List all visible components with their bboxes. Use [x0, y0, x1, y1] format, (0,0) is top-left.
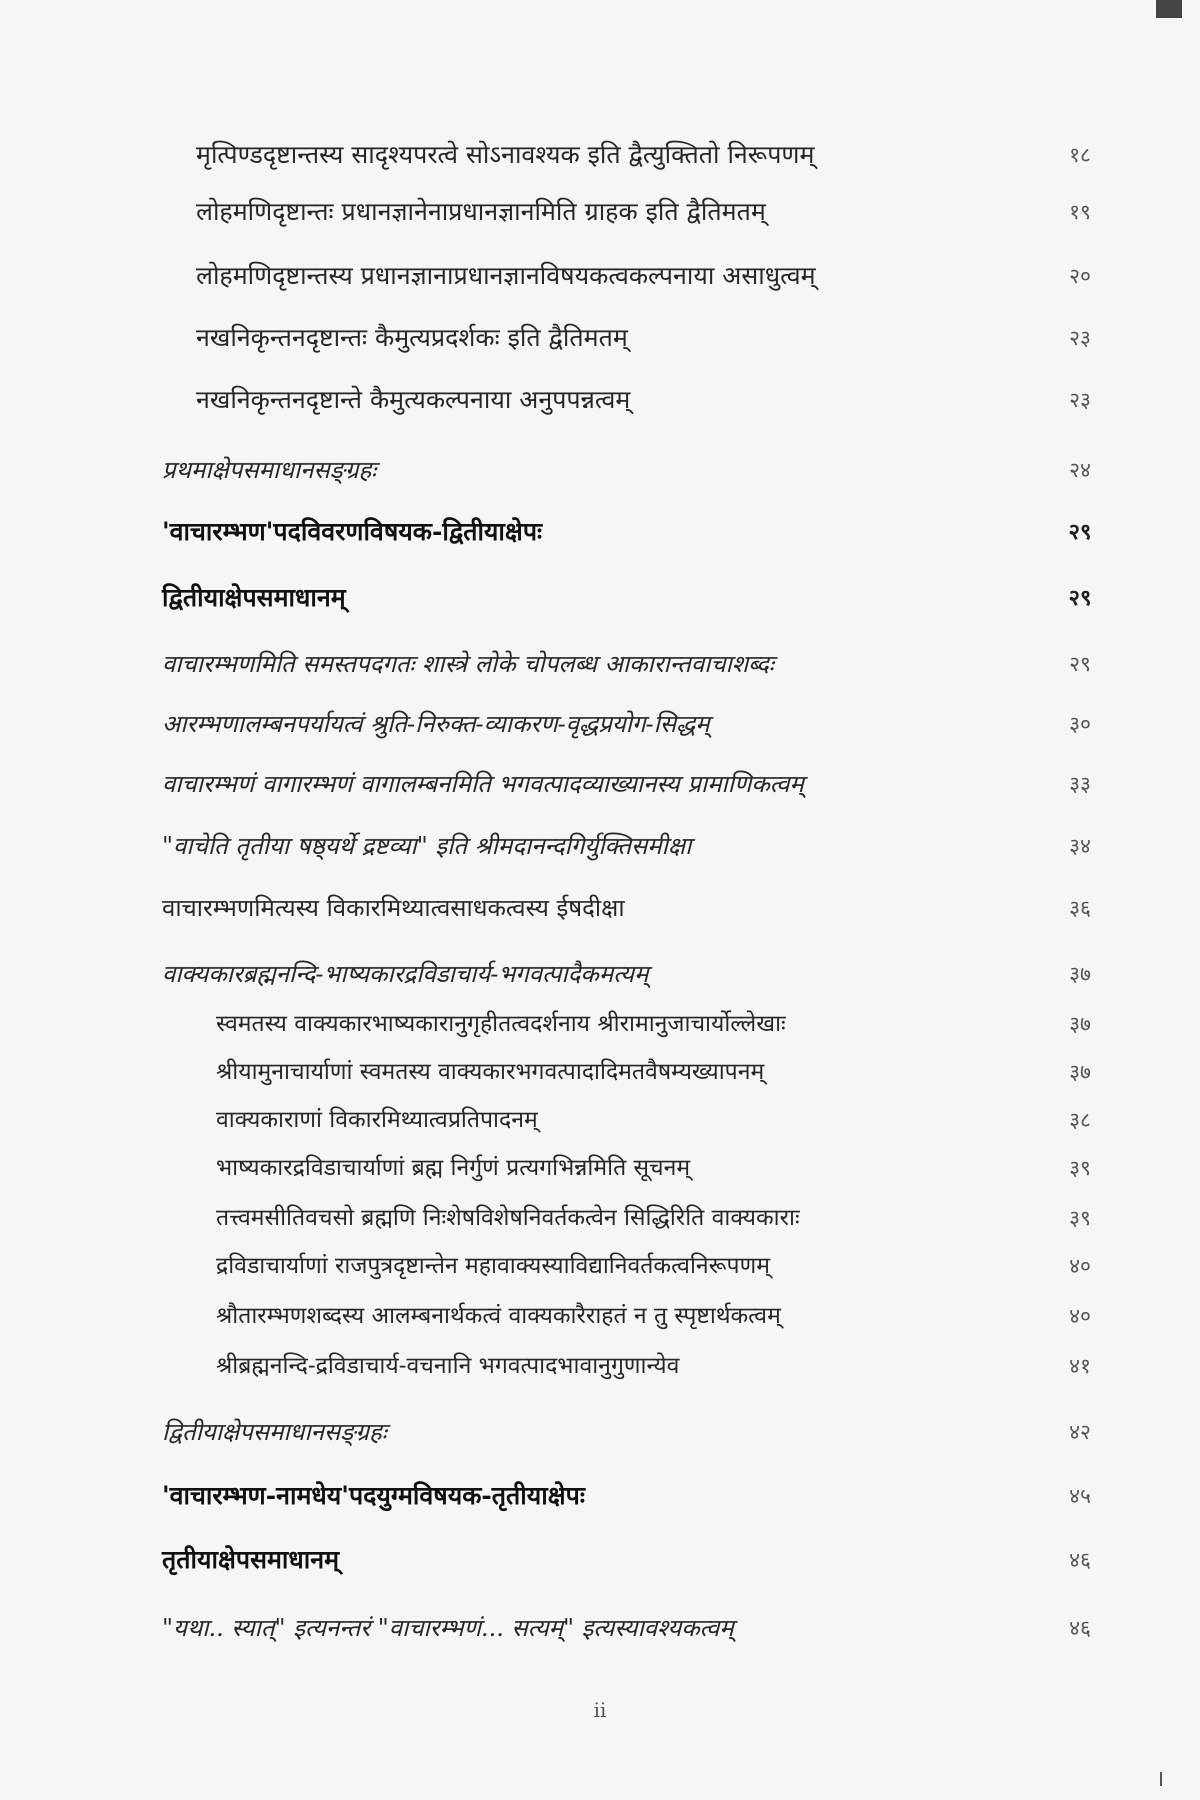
toc-entry-title: भाष्यकारद्रविडाचार्याणां ब्रह्म निर्गुणं प्रत्यगभिन्नमिति सूचनम् — [216, 1155, 691, 1181]
toc-entry — [0, 642, 1200, 686]
toc-entry-page: ३० — [1069, 712, 1091, 736]
toc-subentry — [0, 1244, 1200, 1288]
toc-entry-title: आरम्भणालम्बनपर्यायत्वं श्रुति-निरुक्त-व्याकरण-वृद्धप्रयोग-सिद्धम् — [162, 710, 710, 738]
toc-entry-page: ३६ — [1069, 896, 1091, 920]
toc-entry — [0, 1410, 1200, 1454]
toc-entry-title: द्वितीयाक्षेपसमाधानसङ्ग्रहः — [162, 1418, 387, 1446]
toc-entry-title: प्रथमाक्षेपसमाधानसङ्ग्रहः — [162, 456, 377, 484]
toc-entry — [0, 952, 1200, 996]
toc-entry-title: मृत्पिण्डदृष्टान्तस्य सादृश्यपरत्वे सोऽनावश्यक इति द्वैत्युक्तितो निरूपणम् — [196, 140, 815, 169]
toc-section-heading — [0, 1474, 1200, 1518]
toc-entry-page: ३७ — [1069, 1012, 1091, 1036]
toc-entry-title: तृतीयाक्षेपसमाधानम् — [162, 1545, 340, 1574]
toc-entry-title: नखनिकृन्तनदृष्टान्ते कैमुत्यकल्पनाया अनुपपन्नत्वम् — [196, 385, 631, 414]
toc-entry-title: द्रविडाचार्याणां राजपुत्रदृष्टान्तेन महावाक्यस्याविद्यानिवर्तकत्वनिरूपणम् — [216, 1253, 770, 1279]
toc-entry-page: ४० — [1069, 1304, 1091, 1328]
toc-entry-title: श्रौतारम्भणशब्दस्य आलम्बनार्थकत्वं वाक्यकारैराहतं न तु स्पृष्टार्थकत्वम् — [216, 1303, 781, 1329]
toc-entry-page: ३९ — [1069, 1206, 1091, 1230]
toc-entry-title: वाचारम्भणमित्यस्य विकारमिथ्यात्वसाधकत्वस्य ईषदीक्षा — [162, 894, 625, 922]
toc-entry — [0, 378, 1200, 422]
toc-entry-page: २९ — [1068, 519, 1092, 545]
toc-entry — [0, 762, 1200, 806]
page-folio: ii — [593, 1698, 607, 1722]
toc-entry-page: २४ — [1069, 458, 1091, 482]
toc-entry-title: श्रीब्रह्मनन्दि-द्रविडाचार्य-वचनानि भगवत्पादभावानुगुणान्येव — [216, 1353, 680, 1379]
toc-entry — [0, 702, 1200, 746]
toc-entry-title: वाक्यकारब्रह्मनन्दि-भाष्यकारद्रविडाचार्य-भगवत्पादैकमत्यम् — [162, 960, 649, 988]
toc-entry-title: लोहमणिदृष्टान्तस्य प्रधानज्ञानाप्रधानज्ञानविषयकत्वकल्पनाया असाधुत्वम् — [196, 261, 816, 290]
toc-entry — [0, 824, 1200, 868]
toc-entry — [0, 316, 1200, 360]
toc-entry-title: 'वाचारम्भण'पदविवरणविषयक-द्वितीयाक्षेपः — [162, 517, 543, 546]
toc-entry-title: "यथा.. स्यात्" इत्यनन्तरं "वाचारम्भणं... सत्यम्" इत्यस्यावश्यकत्वम् — [162, 1614, 734, 1642]
toc-entry-page: १९ — [1069, 200, 1091, 224]
toc-section-heading — [0, 576, 1200, 620]
toc-entry-title: लोहमणिदृष्टान्तः प्रधानज्ञानेनाप्रधानज्ञानमिति ग्राहक इति द्वैतिमतम् — [196, 197, 766, 226]
toc-entry-title: वाक्यकाराणां विकारमिथ्यात्वप्रतिपादनम् — [216, 1107, 538, 1133]
toc-subentry — [0, 1344, 1200, 1388]
toc-entry-title: द्वितीयाक्षेपसमाधानम् — [162, 583, 346, 612]
toc-subentry — [0, 1002, 1200, 1046]
toc-entry-title: वाचारम्भणमिति समस्तपदगतः शास्त्रे लोके चोपलब्ध आकारान्तवाचाशब्दः — [162, 650, 774, 678]
toc-subentry — [0, 1196, 1200, 1240]
toc-entry-title: तत्त्वमसीतिवचसो ब्रह्मणि निःशेषविशेषनिवर्तकत्वेन सिद्धिरिति वाक्यकाराः — [216, 1205, 800, 1231]
toc-entry-page: २९ — [1069, 652, 1091, 676]
toc-entry-title: वाचारम्भणं वागारम्भणं वागालम्बनमिति भगवत्पादव्याख्यानस्य प्रामाणिकत्वम् — [162, 770, 804, 798]
toc-entry-page: १८ — [1069, 143, 1091, 167]
toc-entry-title: 'वाचारम्भण-नामधेय'पदयुग्मविषयक-तृतीयाक्षेपः — [162, 1481, 585, 1510]
toc-entry-page: २९ — [1068, 585, 1092, 611]
toc-section-heading — [0, 1538, 1200, 1582]
toc-entry-page: २३ — [1069, 326, 1091, 350]
toc-entry — [0, 190, 1200, 234]
toc-entry-page: ४५ — [1069, 1484, 1091, 1508]
toc-subentry — [0, 1050, 1200, 1094]
toc-entry — [0, 448, 1200, 492]
toc-entry — [0, 254, 1200, 298]
toc-subentry — [0, 1098, 1200, 1142]
toc-entry-title: "वाचेति तृतीया षष्ठ्यर्थे द्रष्टव्या" इति श्रीमदानन्दगिर्युक्तिसमीक्षा — [162, 832, 692, 860]
toc-entry-title: स्वमतस्य वाक्यकारभाष्यकारानुगृहीतत्वदर्शनाय श्रीरामानुजाचार्योल्लेखाः — [216, 1011, 786, 1037]
toc-entry-page: ३३ — [1069, 772, 1091, 796]
toc-entry-page: २० — [1069, 264, 1091, 288]
toc-entry-title: श्रीयामुनाचार्याणां स्वमतस्य वाक्यकारभगवत्पादादिमतवैषम्यख्यापनम् — [216, 1059, 765, 1085]
toc-entry-page: ३८ — [1069, 1108, 1091, 1132]
toc-entry — [0, 1606, 1200, 1650]
toc-entry-page: ४१ — [1069, 1354, 1091, 1378]
toc-entry-page: ४० — [1069, 1254, 1091, 1278]
toc-entry-page: ३७ — [1069, 962, 1091, 986]
toc-entry-title: नखनिकृन्तनदृष्टान्तः कैमुत्यप्रदर्शकः इति द्वैतिमतम् — [196, 323, 628, 352]
scan-edge-mark — [1160, 1772, 1162, 1786]
toc-section-heading — [0, 510, 1200, 554]
toc-entry — [0, 886, 1200, 930]
toc-subentry — [0, 1294, 1200, 1338]
toc-entry — [0, 133, 1200, 177]
toc-entry-page: २३ — [1069, 388, 1091, 412]
toc-entry-page: ४६ — [1069, 1616, 1091, 1640]
toc-entry-page: ३४ — [1069, 834, 1091, 858]
toc-entry-page: ३७ — [1069, 1060, 1091, 1084]
toc-subentry — [0, 1146, 1200, 1190]
toc-entry-page: ४६ — [1069, 1548, 1091, 1572]
toc-entry-page: ४२ — [1069, 1420, 1091, 1444]
toc-entry-page: ३९ — [1069, 1156, 1091, 1180]
